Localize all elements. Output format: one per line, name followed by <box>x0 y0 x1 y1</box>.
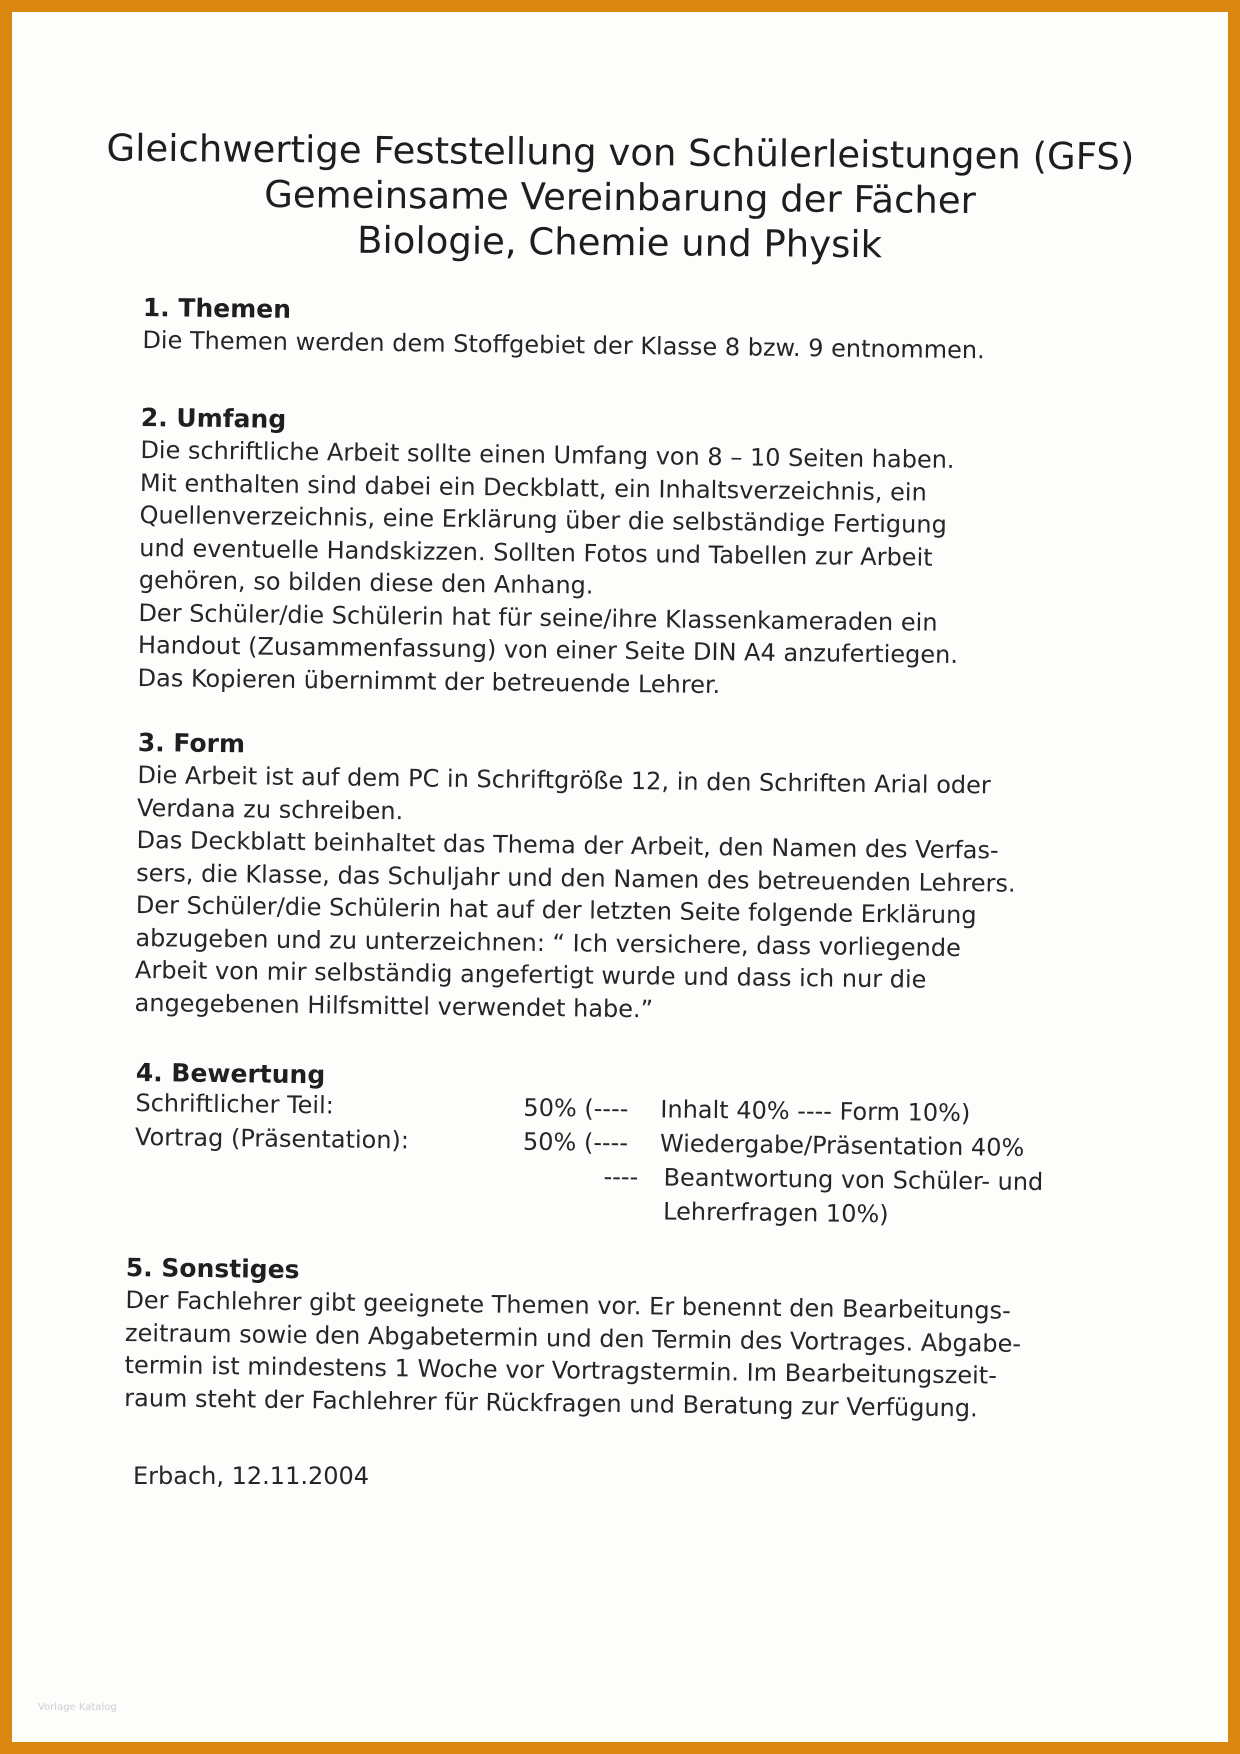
section-line: Die schriftliche Arbeit sollte einen Umfang von 8 – 10 Seiten haben. <box>140 435 955 474</box>
section-line: Handout (Zusammenfassung) von einer Seite DIN A4 anzufertiegen. <box>137 630 959 669</box>
section-line: und eventuelle Handskizzen. Sollten Fotos und Tabellen zur Arbeit <box>139 533 933 572</box>
section-line: termin ist mindestens 1 Woche vor Vortragstermin. Im Bearbeitungszeit- <box>124 1350 998 1390</box>
section-sonstiges <box>124 1252 1022 1425</box>
grade-percent: 50% (---- <box>522 1127 629 1158</box>
watermark: Vorlage Katalog <box>38 1702 117 1713</box>
section-form <box>134 727 1017 1030</box>
section-themen <box>142 292 985 367</box>
section-line: Verdana zu schreiben. <box>136 793 404 825</box>
grade-detail: Lehrerfragen 10%) <box>662 1197 889 1229</box>
section-line: Quellenverzeichnis, eine Erklärung über die selbständige Fertigung <box>139 500 947 539</box>
section-bewertung <box>134 1057 1044 1229</box>
section-heading: 5. Sonstiges <box>125 1252 300 1285</box>
section-line: Die Arbeit ist auf dem PC in Schriftgröße 12, in den Schriften Arial oder <box>137 760 991 800</box>
section-umfang <box>137 402 960 704</box>
section-heading: 3. Form <box>137 727 246 759</box>
title-line-1: Gleichwertige Feststellung von Schülerleistungen (GFS) <box>106 126 1135 179</box>
section-line: Der Schüler/die Schülerin hat für seine/ihre Klassenkameraden ein <box>138 598 938 637</box>
section-line: Das Deckblatt beinhaltet das Thema der Arbeit, den Namen des Verfas- <box>136 825 999 865</box>
section-line: angegebenen Hilfsmittel verwendet habe.” <box>134 988 654 1023</box>
grade-label: Schriftlicher Teil: <box>135 1088 334 1120</box>
section-line: Der Fachlehrer gibt geeignete Themen vor. Er benennt den Bearbeitungs- <box>125 1285 1011 1325</box>
grade-row <box>135 1088 971 1128</box>
section-line: raum steht der Fachlehrer für Rückfragen und Beratung zur Verfügung. <box>124 1383 978 1422</box>
document-date: Erbach, 12.11.2004 <box>133 1462 370 1490</box>
grade-row <box>134 1191 889 1229</box>
grade-percent: ---- <box>603 1162 639 1192</box>
grade-detail: Wiedergabe/Präsentation 40% <box>659 1129 1025 1162</box>
grade-percent: 50% (---- <box>523 1093 629 1124</box>
section-line: Die Themen werden dem Stoffgebiet der Klasse 8 bzw. 9 entnommen. <box>142 325 985 365</box>
section-heading: 1. Themen <box>142 292 292 324</box>
section-line: gehören, so bilden diese den Anhang. <box>138 565 594 600</box>
section-heading: 2. Umfang <box>140 402 287 434</box>
document-title <box>11 125 1228 271</box>
section-line: Der Schüler/die Schülerin hat auf der letzten Seite folgende Erklärung <box>135 890 977 930</box>
section-heading: 4. Bewertung <box>135 1057 326 1090</box>
section-line: abzugeben und zu unterzeichnen: “ Ich versichere, dass vorliegende <box>135 923 962 962</box>
section-line: sers, die Klasse, das Schuljahr und den Namen des betreuenden Lehrers. <box>136 858 1016 898</box>
document-page <box>12 12 1228 1742</box>
section-line: zeitraum sowie den Abgabetermin und den Termin des Vortrages. Abgabe- <box>124 1318 1022 1358</box>
grade-row <box>134 1157 1044 1197</box>
title-line-2: Gemeinsame Vereinbarung der Fächer <box>263 172 977 223</box>
section-line: Arbeit von mir selbständig angefertigt wurde und dass ich nur die <box>134 955 927 994</box>
grade-row <box>134 1122 1025 1162</box>
title-line-3: Biologie, Chemie und Physik <box>356 218 883 267</box>
section-line: Das Kopieren übernimmt der betreuende Lehrer. <box>137 663 721 699</box>
section-line: Mit enthalten sind dabei ein Deckblatt, ein Inhaltsverzeichnis, ein <box>139 468 927 507</box>
grade-label: Vortrag (Präsentation): <box>134 1122 410 1155</box>
grade-detail: Beantwortung von Schüler- und <box>663 1163 1044 1197</box>
grade-detail: Inhalt 40% ---- Form 10%) <box>660 1095 971 1128</box>
